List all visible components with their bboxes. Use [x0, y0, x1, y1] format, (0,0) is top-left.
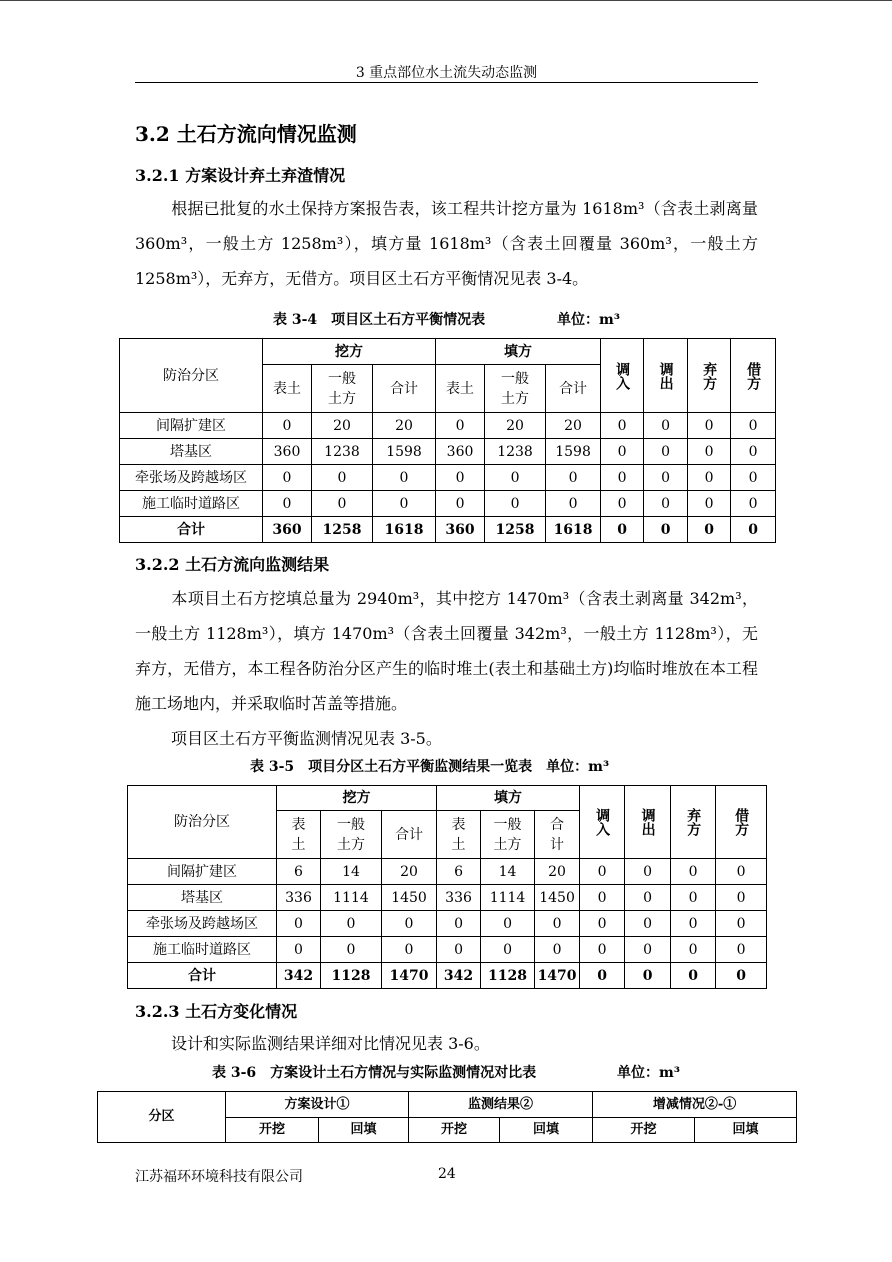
table-cell: 0 [716, 911, 767, 937]
row-area-name: 间隔扩建区 [128, 859, 277, 885]
table-3-4-caption: 表 3-4 项目区土石方平衡情况表 [273, 312, 486, 328]
table-3-6-subheader: 回填 [319, 1118, 409, 1143]
table-cell: 0 [437, 937, 481, 963]
table-cell: 0 [580, 885, 625, 911]
table-3-4-header-spoil: 弃方 [688, 339, 731, 413]
table-cell: 0 [716, 859, 767, 885]
footer-company: 江苏福环环境科技有限公司 [135, 1169, 303, 1185]
table-total-row [128, 963, 767, 989]
table-cell: 1238 [312, 439, 373, 465]
table-cell: 20 [382, 859, 437, 885]
table-3-6-header-change: 增减情况②-① [593, 1092, 797, 1118]
table-3-6-subheader: 回填 [695, 1118, 797, 1143]
table-cell: 0 [688, 491, 731, 517]
table-3-5-header-spoil: 弃方 [671, 786, 716, 859]
table-3-5-subheader: 表土 [437, 811, 481, 859]
table-cell: 0 [382, 911, 437, 937]
table-3-6 [97, 1091, 797, 1143]
table-cell: 0 [731, 439, 776, 465]
table-3-5-subheader: 一般土方 [481, 811, 535, 859]
total-cell: 1128 [321, 963, 382, 989]
table-cell: 0 [644, 439, 688, 465]
table-cell: 0 [671, 885, 716, 911]
table-cell: 1450 [382, 885, 437, 911]
table-cell: 20 [373, 413, 436, 439]
table-row [128, 885, 767, 911]
table-cell: 0 [263, 465, 312, 491]
paragraph-3 [135, 721, 758, 756]
total-label: 合计 [128, 963, 277, 989]
table-cell: 20 [546, 413, 601, 439]
table-3-6-caption: 表 3-6 方案设计土石方情况与实际监测情况对比表 [212, 1065, 537, 1081]
table-3-4-subheader: 一般土方 [485, 365, 546, 413]
row-area-name: 牵张场及跨越场区 [128, 911, 277, 937]
table-cell: 336 [437, 885, 481, 911]
table-row [128, 937, 767, 963]
table-cell: 0 [382, 937, 437, 963]
row-area-name: 施工临时道路区 [120, 491, 263, 517]
table-cell: 0 [625, 885, 671, 911]
total-cell: 0 [601, 517, 644, 543]
table-cell: 6 [437, 859, 481, 885]
table-cell: 1598 [546, 439, 601, 465]
table-cell: 1598 [373, 439, 436, 465]
total-cell: 0 [716, 963, 767, 989]
table-3-5-caption: 表 3-5 项目分区土石方平衡监测结果一览表 单位：m³ [250, 759, 610, 775]
table-cell: 0 [688, 413, 731, 439]
table-cell: 0 [731, 413, 776, 439]
table-cell: 0 [485, 491, 546, 517]
paragraph-4-text: 设计和实际监测结果详细对比情况见表 3-6。 [171, 1034, 490, 1053]
table-cell: 0 [436, 413, 485, 439]
table-total-row [120, 517, 776, 543]
table-cell: 0 [716, 937, 767, 963]
table-cell: 360 [436, 439, 485, 465]
total-cell: 342 [277, 963, 321, 989]
total-label: 合计 [120, 517, 263, 543]
paragraph-2-text: 本项目土石方挖填总量为 2940m³，其中挖方 1470m³（含表土剥离量 342m³，一般土方 1128m³），填方 1470m³（含表土回覆量 342m³，一般土方 1128m³），无弃方，无借方，本工程各防治分区产生的临时堆土(表土和基础土方)均临时堆放在本工程施工场地内，并采取临时苫盖等措施。 [135, 589, 758, 713]
table-cell: 0 [644, 491, 688, 517]
row-area-name: 塔基区 [120, 439, 263, 465]
table-cell: 0 [580, 859, 625, 885]
table-cell: 1114 [321, 885, 382, 911]
table-cell: 0 [580, 937, 625, 963]
table-3-5-subheader: 一般土方 [321, 811, 382, 859]
table-cell: 0 [312, 465, 373, 491]
table-3-4-subheader: 合计 [373, 365, 436, 413]
table-3-6-header-area: 分区 [98, 1092, 226, 1143]
table-cell: 20 [535, 859, 580, 885]
total-cell: 0 [731, 517, 776, 543]
table-cell: 6 [277, 859, 321, 885]
table-3-4-header-transfer-out: 调出 [644, 339, 688, 413]
table-cell: 0 [312, 491, 373, 517]
table-3-4-subheader: 表土 [263, 365, 312, 413]
table-cell: 0 [277, 911, 321, 937]
subsection-heading-3: 3.2.3 土石方变化情况 [135, 1002, 298, 1021]
paragraph-2 [135, 581, 758, 721]
table-cell: 14 [481, 859, 535, 885]
table-3-5-header-excavation: 挖方 [277, 786, 437, 811]
table-3-6-unit: 单位：m³ [617, 1065, 680, 1081]
table-cell: 0 [436, 465, 485, 491]
paragraph-1 [135, 191, 758, 296]
table-cell: 0 [373, 465, 436, 491]
total-cell: 1258 [485, 517, 546, 543]
table-row [120, 439, 776, 465]
table-cell: 0 [481, 937, 535, 963]
table-cell: 0 [644, 413, 688, 439]
total-cell: 1128 [481, 963, 535, 989]
table-3-5-header-transfer-out: 调出 [625, 786, 671, 859]
table-3-6-subheader: 开挖 [409, 1118, 500, 1143]
table-cell: 0 [277, 937, 321, 963]
table-row [128, 911, 767, 937]
table-3-5-header-fill: 填方 [437, 786, 580, 811]
table-cell: 0 [263, 491, 312, 517]
table-3-6-header-monitored: 监测结果② [409, 1092, 593, 1118]
table-3-5 [127, 785, 767, 989]
total-cell: 1470 [535, 963, 580, 989]
table-row [120, 491, 776, 517]
table-cell: 0 [321, 911, 382, 937]
table-cell: 0 [625, 911, 671, 937]
table-3-4-unit: 单位：m³ [557, 312, 620, 328]
table-3-4-subheader: 一般土方 [312, 365, 373, 413]
row-area-name: 施工临时道路区 [128, 937, 277, 963]
total-cell: 1618 [546, 517, 601, 543]
table-cell: 20 [312, 413, 373, 439]
table-cell: 0 [263, 413, 312, 439]
table-3-5-subheader: 合计 [382, 811, 437, 859]
table-cell: 0 [437, 911, 481, 937]
table-3-5-header-borrow: 借方 [716, 786, 767, 859]
table-3-5-subheader: 合计 [535, 811, 580, 859]
table-cell: 0 [644, 465, 688, 491]
paragraph-3-text: 项目区土石方平衡监测情况见表 3-5。 [171, 729, 442, 748]
total-cell: 0 [644, 517, 688, 543]
table-cell: 0 [535, 911, 580, 937]
table-cell: 0 [373, 491, 436, 517]
row-area-name: 牵张场及跨越场区 [120, 465, 263, 491]
table-3-4-header-borrow: 借方 [731, 339, 776, 413]
total-cell: 1470 [382, 963, 437, 989]
table-cell: 0 [485, 465, 546, 491]
table-3-5-header-area: 防治分区 [128, 786, 277, 859]
table-cell: 1238 [485, 439, 546, 465]
table-cell: 0 [688, 465, 731, 491]
total-cell: 360 [263, 517, 312, 543]
table-cell: 1114 [481, 885, 535, 911]
page-top-border [0, 0, 892, 1]
table-cell: 0 [625, 937, 671, 963]
table-cell: 0 [716, 885, 767, 911]
table-row [128, 859, 767, 885]
table-3-4-subheader: 表土 [436, 365, 485, 413]
subsection-heading-2: 3.2.2 土石方流向监测结果 [135, 555, 330, 574]
table-cell: 0 [671, 859, 716, 885]
table-cell: 0 [546, 465, 601, 491]
table-cell: 0 [601, 465, 644, 491]
table-cell: 360 [263, 439, 312, 465]
table-cell: 336 [277, 885, 321, 911]
total-cell: 0 [625, 963, 671, 989]
total-cell: 0 [580, 963, 625, 989]
total-cell: 342 [437, 963, 481, 989]
paragraph-4 [135, 1026, 758, 1061]
table-3-6-subheader: 开挖 [593, 1118, 695, 1143]
row-area-name: 塔基区 [128, 885, 277, 911]
table-3-6-header-design: 方案设计① [226, 1092, 409, 1118]
table-cell: 0 [535, 937, 580, 963]
table-3-5-subheader: 表土 [277, 811, 321, 859]
row-area-name: 间隔扩建区 [120, 413, 263, 439]
table-cell: 0 [580, 911, 625, 937]
table-3-4-subheader: 合计 [546, 365, 601, 413]
table-cell: 0 [731, 465, 776, 491]
table-cell: 0 [688, 439, 731, 465]
table-cell: 1450 [535, 885, 580, 911]
page-number: 24 [438, 1166, 456, 1182]
table-3-4-header-transfer-in: 调入 [601, 339, 644, 413]
total-cell: 1258 [312, 517, 373, 543]
running-header: 3 重点部位水土流失动态监测 [355, 65, 538, 81]
table-3-4-header-area: 防治分区 [120, 339, 263, 413]
table-row [120, 413, 776, 439]
table-3-5-header-transfer-in: 调入 [580, 786, 625, 859]
table-cell: 20 [485, 413, 546, 439]
table-3-6-subheader: 回填 [500, 1118, 593, 1143]
total-cell: 360 [436, 517, 485, 543]
table-3-4-header-excavation: 挖方 [263, 339, 436, 365]
table-cell: 0 [546, 491, 601, 517]
table-cell: 0 [731, 491, 776, 517]
table-cell: 0 [601, 439, 644, 465]
table-cell: 0 [436, 491, 485, 517]
table-cell: 0 [481, 911, 535, 937]
table-cell: 0 [601, 491, 644, 517]
table-3-4 [119, 338, 776, 543]
table-row [120, 465, 776, 491]
section-heading: 3.2 土石方流向情况监测 [135, 122, 357, 146]
table-cell: 0 [625, 859, 671, 885]
total-cell: 0 [671, 963, 716, 989]
table-3-4-header-fill: 填方 [436, 339, 601, 365]
table-cell: 0 [671, 911, 716, 937]
table-cell: 0 [321, 937, 382, 963]
header-rule [135, 82, 758, 83]
table-cell: 0 [671, 937, 716, 963]
table-3-6-subheader: 开挖 [226, 1118, 319, 1143]
subsection-heading-1: 3.2.1 方案设计弃土弃渣情况 [135, 166, 346, 185]
table-cell: 0 [601, 413, 644, 439]
total-cell: 1618 [373, 517, 436, 543]
table-cell: 14 [321, 859, 382, 885]
total-cell: 0 [688, 517, 731, 543]
paragraph-1-text: 根据已批复的水土保持方案报告表，该工程共计挖方量为 1618m³（含表土剥离量 360m³，一般土方 1258m³），填方量 1618m³（含表土回覆量 360m³，一般土方 1258m³），无弃方，无借方。项目区土石方平衡情况见表 3-4。 [135, 199, 758, 288]
